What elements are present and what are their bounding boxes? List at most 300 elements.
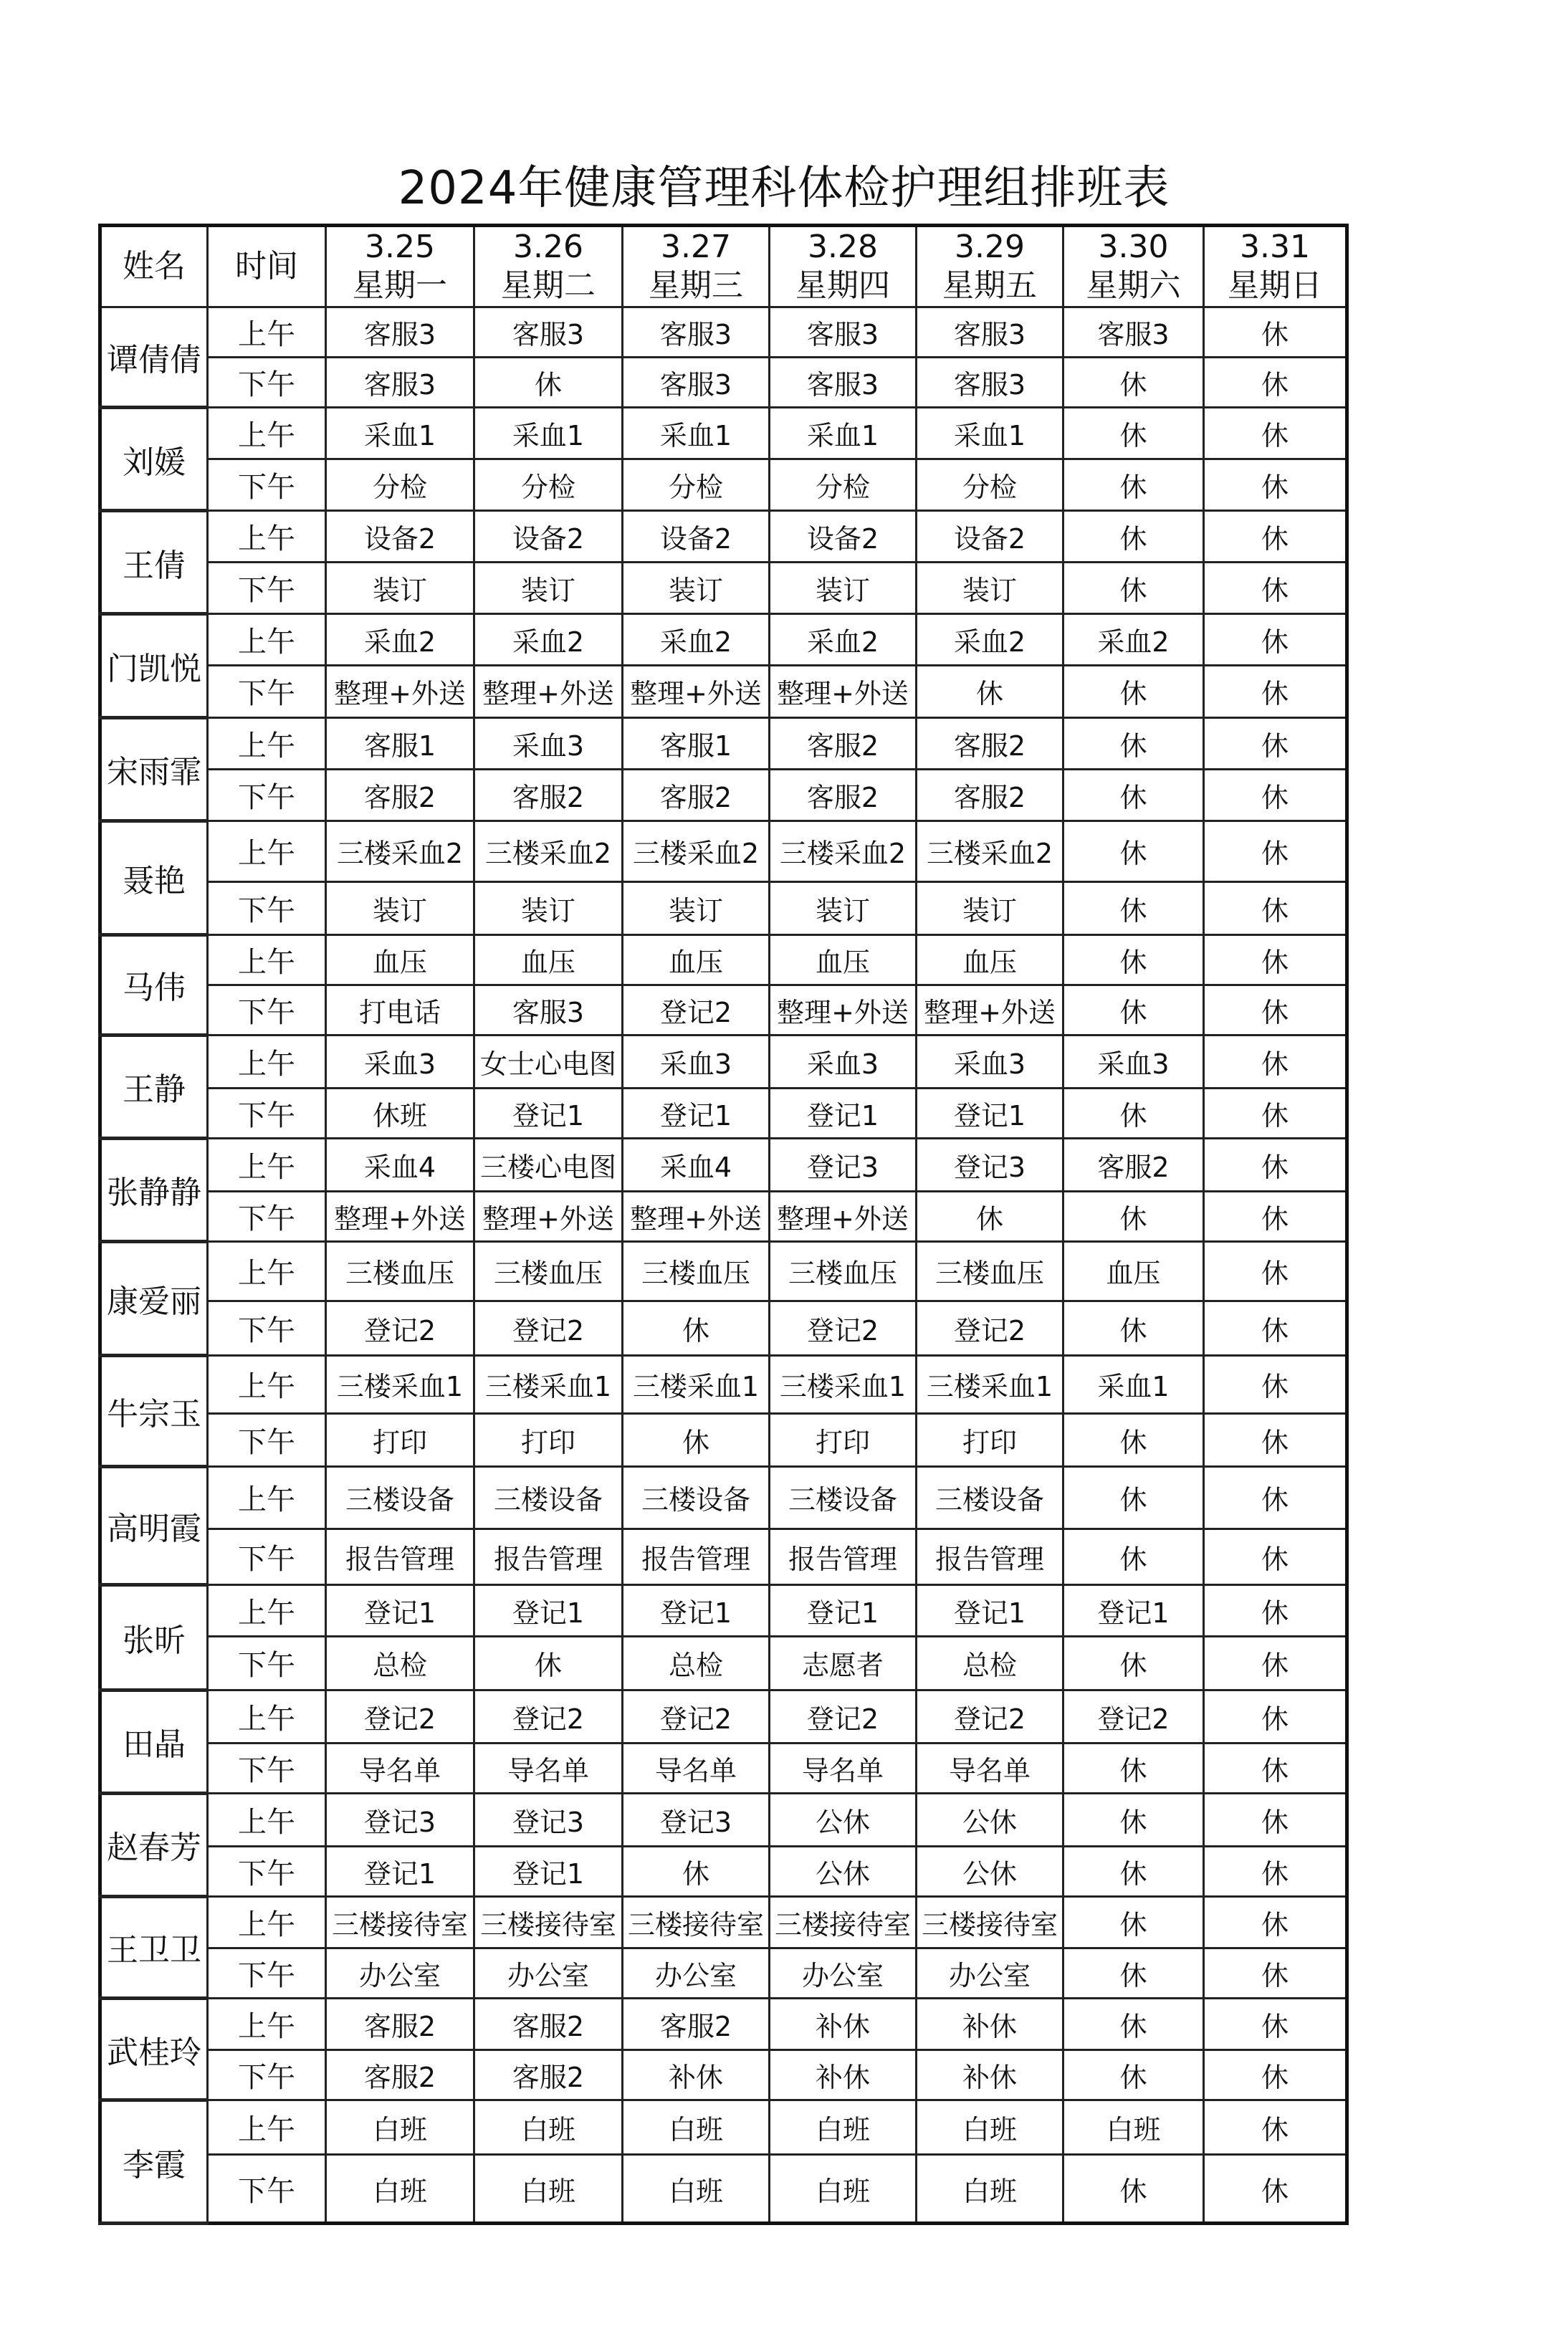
- shift-cell: 休: [1063, 769, 1204, 821]
- shift-cell: 休: [1204, 1637, 1347, 1690]
- shift-cell: 休: [1204, 1793, 1347, 1846]
- shift-cell: 白班: [623, 2155, 770, 2224]
- staff-am-row: [100, 1466, 1347, 1529]
- shift-cell: 客服2: [326, 2050, 474, 2100]
- shift-cell: 装订: [623, 881, 770, 934]
- period-label: 下午: [208, 2050, 326, 2100]
- period-label: 上午: [208, 307, 326, 358]
- shift-cell: 采血4: [326, 1138, 474, 1191]
- period-label: 上午: [208, 407, 326, 459]
- staff-am-row: [100, 934, 1347, 985]
- shift-cell: 休: [1063, 1301, 1204, 1355]
- period-label: 上午: [208, 717, 326, 769]
- shift-cell: 血压: [1063, 1242, 1204, 1301]
- shift-cell: 整理+外送: [623, 1192, 770, 1242]
- date-column-header: [474, 226, 623, 307]
- staff-pm-row: [100, 1192, 1347, 1242]
- shift-cell: 血压: [623, 934, 770, 985]
- shift-cell: 休: [1204, 769, 1347, 821]
- shift-cell: 打印: [770, 1413, 917, 1466]
- shift-cell: 三楼接待室: [917, 1896, 1063, 1948]
- period-label: 下午: [208, 357, 326, 407]
- shift-cell: 志愿者: [770, 1637, 917, 1690]
- shift-cell: 打电话: [326, 985, 474, 1035]
- shift-cell: 三楼血压: [326, 1242, 474, 1301]
- shift-cell: 三楼接待室: [623, 1896, 770, 1948]
- shift-cell: 客服2: [326, 1998, 474, 2050]
- shift-cell: 登记1: [917, 1585, 1063, 1637]
- shift-cell: 报告管理: [326, 1529, 474, 1584]
- shift-cell: 登记2: [623, 1690, 770, 1743]
- shift-cell: 三楼采血2: [917, 821, 1063, 881]
- shift-cell: 休: [917, 666, 1063, 717]
- shift-cell: 登记2: [326, 1301, 474, 1355]
- date-column-header: [1063, 226, 1204, 307]
- shift-cell: 客服3: [623, 357, 770, 407]
- period-label: 上午: [208, 934, 326, 985]
- shift-cell: 登记2: [917, 1690, 1063, 1743]
- staff-pm-row: [100, 1743, 1347, 1793]
- period-label: 下午: [208, 769, 326, 821]
- shift-cell: 登记2: [623, 985, 770, 1035]
- shift-cell: 客服3: [770, 307, 917, 358]
- shift-cell: 三楼采血2: [623, 821, 770, 881]
- shift-cell: 客服3: [474, 985, 623, 1035]
- shift-cell: 登记2: [474, 1301, 623, 1355]
- shift-cell: 三楼血压: [770, 1242, 917, 1301]
- shift-cell: 休: [1204, 666, 1347, 717]
- shift-cell: 装订: [770, 563, 917, 614]
- shift-cell: 客服2: [917, 717, 1063, 769]
- shift-cell: 休: [1063, 1637, 1204, 1690]
- shift-cell: 报告管理: [770, 1529, 917, 1584]
- staff-name: 刘媛: [100, 407, 208, 510]
- shift-cell: 三楼心电图: [474, 1138, 623, 1191]
- period-label: 上午: [208, 1793, 326, 1846]
- shift-cell: 装订: [474, 881, 623, 934]
- staff-pm-row: [100, 2155, 1347, 2224]
- staff-name: 田晶: [100, 1690, 208, 1793]
- date-label: 3.26: [513, 229, 583, 265]
- shift-cell: 客服1: [326, 717, 474, 769]
- staff-name: 门凯悦: [100, 614, 208, 717]
- staff-pm-row: [100, 1529, 1347, 1584]
- shift-cell: 报告管理: [474, 1529, 623, 1584]
- period-label: 上午: [208, 1242, 326, 1301]
- shift-cell: 三楼采血2: [770, 821, 917, 881]
- shift-cell: 休: [1063, 1948, 1204, 1999]
- shift-cell: 休: [1063, 1793, 1204, 1846]
- staff-pm-row: [100, 2050, 1347, 2100]
- staff-am-row: [100, 1242, 1347, 1301]
- shift-cell: 办公室: [326, 1948, 474, 1999]
- weekday-label: 星期六: [1086, 267, 1181, 304]
- staff-pm-row: [100, 459, 1347, 511]
- date-label: 3.27: [661, 229, 731, 265]
- shift-cell: 办公室: [623, 1948, 770, 1999]
- shift-cell: 登记3: [326, 1793, 474, 1846]
- date-label: 3.31: [1240, 229, 1310, 265]
- date-label: 3.28: [808, 229, 878, 265]
- shift-cell: 登记1: [917, 1088, 1063, 1138]
- shift-cell: 客服3: [770, 357, 917, 407]
- staff-am-row: [100, 821, 1347, 881]
- shift-cell: 采血4: [623, 1138, 770, 1191]
- shift-cell: 采血1: [770, 407, 917, 459]
- shift-cell: 打印: [917, 1413, 1063, 1466]
- staff-name: 马伟: [100, 934, 208, 1035]
- shift-cell: 客服2: [474, 1998, 623, 2050]
- shift-cell: 休: [1204, 1998, 1347, 2050]
- staff-name: 张昕: [100, 1585, 208, 1690]
- shift-cell: 休: [1063, 459, 1204, 511]
- shift-cell: 设备2: [474, 511, 623, 563]
- shift-cell: 装订: [917, 563, 1063, 614]
- shift-cell: 登记3: [917, 1138, 1063, 1191]
- shift-cell: 分检: [623, 459, 770, 511]
- shift-cell: 休: [1063, 563, 1204, 614]
- shift-cell: 办公室: [474, 1948, 623, 1999]
- shift-cell: 登记1: [474, 1088, 623, 1138]
- shift-cell: 登记2: [474, 1690, 623, 1743]
- shift-cell: 休: [1204, 717, 1347, 769]
- shift-cell: 客服2: [1063, 1138, 1204, 1191]
- date-column-header: [326, 226, 474, 307]
- staff-am-row: [100, 407, 1347, 459]
- period-label: 下午: [208, 1637, 326, 1690]
- shift-cell: 休: [1204, 1242, 1347, 1301]
- staff-am-row: [100, 1585, 1347, 1637]
- period-label: 下午: [208, 1529, 326, 1584]
- staff-name: 张静静: [100, 1138, 208, 1241]
- shift-cell: 采血3: [623, 1035, 770, 1088]
- shift-cell: 白班: [1063, 2100, 1204, 2155]
- staff-name: 聂艳: [100, 821, 208, 934]
- shift-cell: 三楼接待室: [326, 1896, 474, 1948]
- shift-cell: 客服3: [326, 307, 474, 358]
- staff-am-row: [100, 511, 1347, 563]
- period-label: 上午: [208, 1035, 326, 1088]
- shift-cell: 装订: [917, 881, 1063, 934]
- period-label: 下午: [208, 1088, 326, 1138]
- shift-cell: 休: [474, 357, 623, 407]
- shift-cell: 整理+外送: [770, 1192, 917, 1242]
- shift-cell: 客服2: [474, 2050, 623, 2100]
- shift-cell: 三楼采血1: [623, 1356, 770, 1414]
- period-label: 下午: [208, 1846, 326, 1896]
- weekday-label: 星期五: [942, 267, 1037, 304]
- shift-cell: 休: [1063, 1466, 1204, 1529]
- shift-cell: 休: [1063, 1998, 1204, 2050]
- shift-cell: 休: [1063, 821, 1204, 881]
- date-column-header: [917, 226, 1063, 307]
- schedule-table: [98, 224, 1349, 2225]
- shift-cell: 三楼设备: [326, 1466, 474, 1529]
- shift-cell: 登记1: [623, 1088, 770, 1138]
- shift-cell: 设备2: [326, 511, 474, 563]
- shift-cell: 三楼血压: [917, 1242, 1063, 1301]
- weekday-label: 星期三: [649, 267, 743, 304]
- staff-pm-row: [100, 563, 1347, 614]
- shift-cell: 休: [1063, 2155, 1204, 2224]
- shift-cell: 采血1: [1063, 1356, 1204, 1414]
- date-column-header: [623, 226, 770, 307]
- shift-cell: 导名单: [770, 1743, 917, 1793]
- shift-cell: 补休: [623, 2050, 770, 2100]
- staff-am-row: [100, 717, 1347, 769]
- shift-cell: 休: [1063, 1088, 1204, 1138]
- shift-cell: 整理+外送: [326, 666, 474, 717]
- shift-cell: 休: [1063, 985, 1204, 1035]
- date-label: 3.30: [1098, 229, 1169, 265]
- shift-cell: 白班: [326, 2155, 474, 2224]
- name-column-header: 姓名: [100, 226, 208, 307]
- shift-cell: 血压: [474, 934, 623, 985]
- period-label: 上午: [208, 511, 326, 563]
- shift-cell: 休: [1063, 2050, 1204, 2100]
- staff-name: 李霞: [100, 2100, 208, 2224]
- shift-cell: 装订: [770, 881, 917, 934]
- shift-cell: 登记3: [770, 1138, 917, 1191]
- shift-cell: 白班: [770, 2100, 917, 2155]
- staff-am-row: [100, 307, 1347, 358]
- staff-name: 宋雨霏: [100, 717, 208, 821]
- period-label: 上午: [208, 1466, 326, 1529]
- shift-cell: 整理+外送: [474, 1192, 623, 1242]
- shift-cell: 采血2: [770, 614, 917, 666]
- shift-cell: 三楼采血1: [326, 1356, 474, 1414]
- shift-cell: 休: [1204, 1138, 1347, 1191]
- shift-cell: 登记1: [326, 1846, 474, 1896]
- shift-cell: 打印: [326, 1413, 474, 1466]
- shift-cell: 采血2: [326, 614, 474, 666]
- shift-cell: 采血2: [1063, 614, 1204, 666]
- staff-pm-row: [100, 1301, 1347, 1355]
- shift-cell: 客服3: [623, 307, 770, 358]
- period-label: 上午: [208, 1896, 326, 1948]
- shift-cell: 采血1: [623, 407, 770, 459]
- shift-cell: 采血3: [326, 1035, 474, 1088]
- shift-cell: 整理+外送: [770, 985, 917, 1035]
- shift-cell: 三楼采血1: [474, 1356, 623, 1414]
- shift-cell: 客服2: [623, 769, 770, 821]
- shift-cell: 白班: [917, 2155, 1063, 2224]
- shift-cell: 白班: [326, 2100, 474, 2155]
- shift-cell: 休: [1204, 1035, 1347, 1088]
- shift-cell: 三楼血压: [623, 1242, 770, 1301]
- shift-cell: 休: [1204, 1585, 1347, 1637]
- shift-cell: 客服3: [474, 307, 623, 358]
- shift-cell: 三楼接待室: [474, 1896, 623, 1948]
- staff-pm-row: [100, 1948, 1347, 1999]
- shift-cell: 补休: [770, 2050, 917, 2100]
- staff-name: 谭倩倩: [100, 307, 208, 408]
- shift-cell: 整理+外送: [474, 666, 623, 717]
- staff-name: 赵春芳: [100, 1793, 208, 1896]
- shift-cell: 装订: [326, 881, 474, 934]
- shift-cell: 休: [1063, 1743, 1204, 1793]
- shift-cell: 登记2: [917, 1301, 1063, 1355]
- shift-cell: 休: [1204, 1466, 1347, 1529]
- shift-cell: 采血2: [623, 614, 770, 666]
- shift-cell: 采血1: [917, 407, 1063, 459]
- shift-cell: 客服2: [623, 1998, 770, 2050]
- shift-cell: 血压: [917, 934, 1063, 985]
- shift-cell: 休: [623, 1413, 770, 1466]
- staff-pm-row: [100, 357, 1347, 407]
- staff-name: 康爱丽: [100, 1242, 208, 1356]
- shift-cell: 客服2: [917, 769, 1063, 821]
- shift-cell: 休: [1063, 1846, 1204, 1896]
- shift-cell: 客服3: [1063, 307, 1204, 358]
- shift-cell: 客服3: [917, 307, 1063, 358]
- shift-cell: 休: [1063, 666, 1204, 717]
- shift-cell: 采血3: [770, 1035, 917, 1088]
- shift-cell: 总检: [917, 1637, 1063, 1690]
- shift-cell: 休: [1063, 934, 1204, 985]
- staff-am-row: [100, 1356, 1347, 1414]
- shift-cell: 女士心电图: [474, 1035, 623, 1088]
- shift-cell: 休: [1063, 1192, 1204, 1242]
- weekday-label: 星期二: [501, 267, 596, 304]
- shift-cell: 白班: [623, 2100, 770, 2155]
- shift-cell: 装订: [474, 563, 623, 614]
- shift-cell: 休: [1204, 1690, 1347, 1743]
- shift-cell: 登记1: [770, 1585, 917, 1637]
- staff-am-row: [100, 1138, 1347, 1191]
- weekday-label: 星期四: [795, 267, 890, 304]
- shift-cell: 三楼采血2: [326, 821, 474, 881]
- shift-cell: 三楼采血2: [474, 821, 623, 881]
- period-label: 上午: [208, 2100, 326, 2155]
- shift-cell: 设备2: [770, 511, 917, 563]
- staff-name: 王静: [100, 1035, 208, 1138]
- period-label: 下午: [208, 985, 326, 1035]
- shift-cell: 休: [1204, 407, 1347, 459]
- shift-cell: 总检: [623, 1637, 770, 1690]
- shift-cell: 登记1: [1063, 1585, 1204, 1637]
- shift-cell: 白班: [474, 2155, 623, 2224]
- shift-cell: 客服3: [917, 357, 1063, 407]
- shift-cell: 补休: [917, 2050, 1063, 2100]
- shift-cell: 休: [623, 1301, 770, 1355]
- shift-cell: 办公室: [917, 1948, 1063, 1999]
- shift-cell: 休: [1204, 2050, 1347, 2100]
- staff-am-row: [100, 1998, 1347, 2050]
- shift-cell: 导名单: [326, 1743, 474, 1793]
- shift-cell: 客服2: [474, 769, 623, 821]
- shift-cell: 休: [1204, 511, 1347, 563]
- shift-cell: 采血2: [474, 614, 623, 666]
- shift-cell: 登记1: [770, 1088, 917, 1138]
- shift-cell: 登记3: [623, 1793, 770, 1846]
- shift-cell: 休: [1204, 1846, 1347, 1896]
- staff-am-row: [100, 1690, 1347, 1743]
- shift-cell: 休: [1063, 1413, 1204, 1466]
- shift-cell: 休: [1063, 1529, 1204, 1584]
- shift-cell: 三楼设备: [623, 1466, 770, 1529]
- period-label: 上午: [208, 1138, 326, 1191]
- shift-cell: 分检: [326, 459, 474, 511]
- weekday-label: 星期一: [353, 267, 447, 304]
- shift-cell: 三楼采血1: [917, 1356, 1063, 1414]
- shift-cell: 休: [1063, 1896, 1204, 1948]
- period-label: 下午: [208, 1948, 326, 1999]
- shift-cell: 装订: [623, 563, 770, 614]
- staff-am-row: [100, 1035, 1347, 1088]
- shift-cell: 休: [1204, 1301, 1347, 1355]
- date-column-header: [1204, 226, 1347, 307]
- shift-cell: 休: [1204, 1948, 1347, 1999]
- shift-cell: 休: [1204, 985, 1347, 1035]
- document-title: 2024年健康管理科体检护理组排班表: [398, 162, 1170, 215]
- shift-cell: 打印: [474, 1413, 623, 1466]
- shift-cell: 休: [1204, 1356, 1347, 1414]
- shift-cell: 分检: [474, 459, 623, 511]
- shift-cell: 休: [1204, 357, 1347, 407]
- header-row: [100, 226, 1347, 307]
- shift-cell: 采血3: [917, 1035, 1063, 1088]
- shift-cell: 休: [1204, 1413, 1347, 1466]
- shift-cell: 登记1: [326, 1585, 474, 1637]
- shift-cell: 登记2: [1063, 1690, 1204, 1743]
- period-label: 上午: [208, 1690, 326, 1743]
- shift-cell: 休: [623, 1846, 770, 1896]
- period-label: 下午: [208, 1301, 326, 1355]
- shift-cell: 休: [1204, 1896, 1347, 1948]
- shift-cell: 休: [1204, 307, 1347, 358]
- shift-cell: 登记3: [474, 1793, 623, 1846]
- staff-pm-row: [100, 1637, 1347, 1690]
- staff-pm-row: [100, 985, 1347, 1035]
- shift-cell: 三楼采血1: [770, 1356, 917, 1414]
- date-column-header: [770, 226, 917, 307]
- shift-cell: 设备2: [917, 511, 1063, 563]
- staff-am-row: [100, 1896, 1347, 1948]
- shift-cell: 休: [1063, 511, 1204, 563]
- staff-pm-row: [100, 1088, 1347, 1138]
- shift-cell: 休: [1204, 934, 1347, 985]
- shift-cell: 导名单: [623, 1743, 770, 1793]
- period-label: 下午: [208, 1743, 326, 1793]
- shift-cell: 客服2: [326, 769, 474, 821]
- shift-cell: 登记1: [623, 1585, 770, 1637]
- shift-cell: 客服2: [770, 717, 917, 769]
- schedule-body: [100, 307, 1347, 2224]
- shift-cell: 公休: [770, 1793, 917, 1846]
- staff-name: 高明霞: [100, 1466, 208, 1584]
- staff-name: 牛宗玉: [100, 1356, 208, 1467]
- period-label: 下午: [208, 1413, 326, 1466]
- shift-cell: 整理+外送: [917, 985, 1063, 1035]
- period-label: 上午: [208, 1585, 326, 1637]
- shift-cell: 休: [1204, 821, 1347, 881]
- period-label: 上午: [208, 1356, 326, 1414]
- shift-cell: 休: [1063, 881, 1204, 934]
- shift-cell: 休: [1204, 2155, 1347, 2224]
- shift-cell: 办公室: [770, 1948, 917, 1999]
- shift-cell: 整理+外送: [623, 666, 770, 717]
- shift-cell: 血压: [326, 934, 474, 985]
- period-label: 上午: [208, 614, 326, 666]
- shift-cell: 导名单: [474, 1743, 623, 1793]
- shift-cell: 报告管理: [623, 1529, 770, 1584]
- staff-pm-row: [100, 1846, 1347, 1896]
- shift-cell: 设备2: [623, 511, 770, 563]
- shift-cell: 休: [474, 1637, 623, 1690]
- weekday-label: 星期日: [1228, 267, 1322, 304]
- period-label: 下午: [208, 1192, 326, 1242]
